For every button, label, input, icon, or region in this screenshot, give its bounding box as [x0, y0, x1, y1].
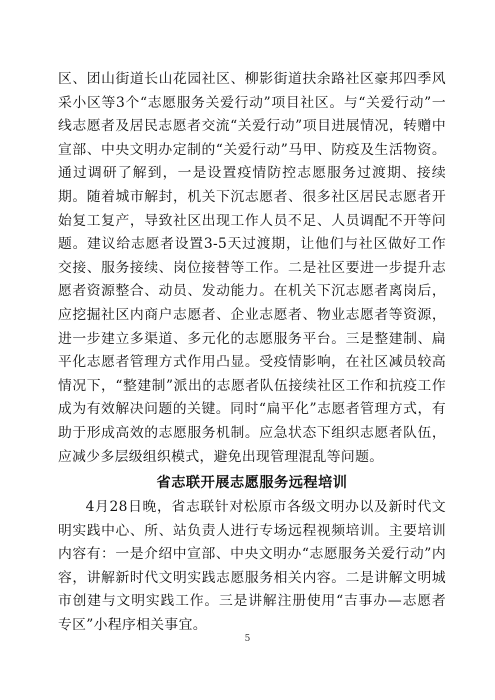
page-body	[58, 68, 446, 638]
body-paragraph-continued: 区、团山街道长山花园社区、柳影街道扶余路社区豪邦四季风采小区等3个“志愿服务关爱行动”项目社区。与“关爱行动”一线志愿者及居民志愿者交流“关爱行动”项目进展情况，转赠中宣部、中央文明办定制的“关爱行动”马甲、防疫及生活物资。通过调研了解到，一是设置疫情防控志愿服务过渡期、接续期。随着城市解封，机关下沉志愿者、很多社区居民志愿者开始复工复产，导致社区出现工作人员不足、人员调配不开等问题。建议给志愿者设置3-5天过渡期，让他们与社区做好工作交接、服务接续、岗位接替等工作。二是社区要进一步提升志愿者资源整合、动员、发动能力。在机关下沉志愿者离岗后，应挖掘社区内商户志愿者、企业志愿者、物业志愿者等资源，进一步建立多渠道、多元化的志愿服务平台。三是整建制、扁平化志愿者管理方式作用凸显。受疫情影响，在社区减员较高情况下，“整建制”派出的志愿者队伍接续社区工作和抗疫工作成为有效解决问题的关键。同时“扁平化”志愿者管理方式，有助于形成高效的志愿服务机制。应急状态下组织志愿者队伍，应减少多层级组织模式，避免出现管理混乱等问题。	[58, 71, 446, 465]
section-heading: 省志联开展志愿服务远程培训	[156, 475, 348, 492]
body-paragraph-training: 4月28日晚，省志联针对松原市各级文明办以及新时代文明实践中心、所、站负责人进行专场远程视频培训。主要培训内容有：一是介绍中宣部、中央文明办“志愿服务关爱行动”内容，讲解新时代文明实践志愿服务相关内容。二是讲解文明城市创建与文明实践工作。三是讲解注册使用“吉事办—志愿者专区”小程序相关事宜。	[58, 499, 446, 634]
page-number: 5	[244, 634, 251, 644]
